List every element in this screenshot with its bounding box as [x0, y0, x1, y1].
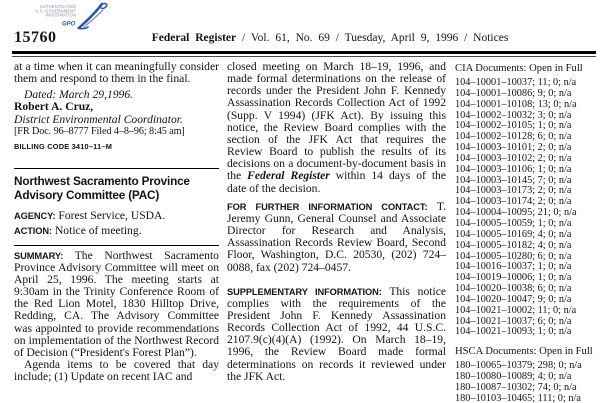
- cia-document-row: 104–10016–10037; 1; 0; n/a: [455, 261, 572, 273]
- agency-value: Forest Service, USDA.: [58, 209, 166, 223]
- summary-paragraph: [14, 250, 219, 359]
- hsca-document-row: 180–10087–10302; 74; 0; n/a: [455, 381, 577, 393]
- middle-column: [227, 61, 446, 403]
- cia-document-row: 104–10003–10102; 2; 0; n/a: [455, 152, 572, 164]
- cia-document-row: 104–10002–10128; 6; 0; n/a: [455, 131, 572, 143]
- cia-document-row: 104–10005–10182; 4; 0; n/a: [455, 239, 572, 251]
- action-label: ACTION:: [14, 226, 53, 237]
- cia-document-row: 104–10020–10047; 9; 0; n/a: [455, 293, 572, 305]
- journal-title: Federal Register: [151, 32, 237, 44]
- hsca-documents-heading: HSCA Documents: Open in Full: [455, 346, 593, 358]
- signature-title: District Environmental Coordinator.: [14, 112, 183, 126]
- summary-value: The Northwest Sacramento Province Advisory Committee will meet on April 25, 1996. The meeting starts at 9:30am in the Trinity Conference Room of the Red Lion Motel, 1830 Hilltop Drive, Redding, CA. The Advisory Committee was appointed to provide recommendations on implementation of the Northwest Record of Decision (“President's Forest Plan”).: [14, 248, 219, 359]
- jfk-notice-text-pre: closed meeting on March 18–19, 1996, and made formal determinations on the release of records under the President John F. Kennedy Assassination Records Collection Act of 1992 (Supp. V 1994) (JFK Act). By issuing this notice, the Review Board complies with the section of the JFK Act that requires the Review Board to publish the results of its decisions on a document-by-document basis in the: [227, 61, 446, 183]
- agenda-paragraph: Agenda items to be covered that day include; (1) Update on recent IAC and: [14, 358, 219, 384]
- jfk-notice-text-post: within 14 days of the date of the decision.: [227, 169, 446, 195]
- cia-document-row: 104–10005–10280; 6; 0; n/a: [455, 250, 572, 262]
- agency-line: [14, 210, 219, 222]
- summary-label: SUMMARY:: [14, 250, 64, 261]
- cia-document-row: 104–10021–10002; 11; 0; n/a: [455, 304, 577, 316]
- journal-issue-info: / Vol. 61, No. 69 / Tuesday, April 9, 1996 / Notices: [236, 32, 509, 44]
- contact-label: FOR FURTHER INFORMATION CONTACT:: [227, 201, 428, 212]
- cia-document-row: 104–10004–10095; 21; 0; n/a: [455, 207, 577, 219]
- cia-documents-heading: CIA Documents: Open in Full: [455, 63, 583, 74]
- cia-document-row: 104–10002–10105; 1; 0; n/a: [455, 120, 572, 132]
- contact-paragraph: [227, 201, 446, 274]
- cia-document-row: 104–10019–10006; 1; 0; n/a: [455, 272, 572, 284]
- header-rule-thin: [12, 56, 596, 57]
- seal-line-government: U.S. GOVERNMENT: [35, 8, 76, 14]
- header-rule-thick: [12, 51, 596, 54]
- seal-line-information: INFORMATION: [46, 12, 76, 18]
- cia-document-row: 104–10020–10038; 6; 0; n/a: [455, 283, 572, 295]
- cia-document-row: 104–10001–10108; 13; 0; n/a: [455, 98, 577, 110]
- continuation-paragraph: at a time when it can meaningfully consider them and respond to them in the final.: [14, 61, 219, 86]
- supplementary-paragraph: [227, 286, 446, 383]
- hsca-document-row: 180–10065–10379; 298; 0; n/a: [455, 360, 582, 372]
- cia-documents-list: [455, 78, 598, 338]
- left-column: [14, 61, 219, 403]
- gpo-eagle-icon: [76, 1, 110, 31]
- seal-text: [24, 5, 76, 17]
- hsca-documents-list: [455, 361, 598, 403]
- notice-separator-rule: [14, 168, 219, 169]
- page-number: 15760: [14, 29, 57, 46]
- cia-document-row: 104–10003–10174; 2; 0; n/a: [455, 196, 572, 208]
- supplementary-value: This notice complies with the requirements of the President John F. Kennedy Assassination Records Collection Act of 1992, 44 U.S.C. 2107.9(c)(4)(A) (1992). On March 18–19, 1996, the Review Board made formal determinations on records it reviewed under the JFK Act.: [227, 284, 446, 383]
- right-column: [455, 61, 598, 403]
- cia-document-row: 104–10001–10037; 11; 0; n/a: [455, 77, 577, 88]
- jfk-notice-paragraph: [227, 61, 446, 195]
- federal-register-inline: Federal Register: [247, 169, 330, 183]
- cia-document-row: 104–10002–10032; 3; 0; n/a: [455, 109, 572, 121]
- cia-document-row: 104–10003–10173; 2; 0; n/a: [455, 185, 572, 197]
- cia-document-row: 104–10001–10086; 9; 0; n/a: [455, 87, 572, 99]
- cia-document-row: 104–10003–10101; 2; 0; n/a: [455, 142, 572, 154]
- cia-document-row: 104–10003–10145; 7; 0; n/a: [455, 174, 572, 186]
- seal-line-authenticated: AUTHENTICATED: [40, 4, 76, 10]
- signature-name: Robert A. Cruz,: [14, 100, 94, 114]
- hsca-document-row: 180–10103–10465; 111; 0; n/a: [455, 392, 581, 403]
- cia-document-row: 104–10021–10037; 6; 0; n/a: [455, 315, 572, 327]
- supplementary-label: SUPPLEMENTARY INFORMATION:: [227, 286, 382, 297]
- running-head: [60, 32, 600, 44]
- cia-document-row: 104–10003–10106; 1; 0; n/a: [455, 163, 572, 175]
- gpo-label: GPO: [62, 20, 76, 27]
- action-value: Notice of meeting.: [54, 224, 142, 238]
- cia-document-row: 104–10005–10169; 4; 0; n/a: [455, 228, 572, 240]
- cia-document-row: 104–10005–10059; 1; 0; n/a: [455, 217, 572, 229]
- hsca-document-row: 180–10080–10089; 4; 0; n/a: [455, 371, 572, 383]
- summary-separator-rule: [14, 245, 219, 246]
- fr-doc-line: [FR Doc. 96–8777 Filed 4–8–96; 8:45 am]: [14, 125, 185, 137]
- gpo-seal: [24, 1, 108, 31]
- billing-code: BILLING CODE 3410–11–M: [14, 141, 113, 151]
- dated-line: Dated: March 29,1996.: [24, 88, 134, 102]
- action-line: [14, 225, 219, 237]
- contact-value: T. Jeremy Gunn, General Counsel and Associate Director for Research and Analysis, Assassination Records Review Board, Second Floor, Washington, D.C. 20530, (202) 724–0088, fax (202) 724–0457.: [227, 199, 446, 274]
- notice-heading: Northwest Sacramento Province Advisory Committee (PAC): [14, 174, 190, 202]
- agency-label: AGENCY:: [14, 211, 56, 222]
- cia-document-row: 104–10021–10093; 1; 0; n/a: [455, 326, 572, 338]
